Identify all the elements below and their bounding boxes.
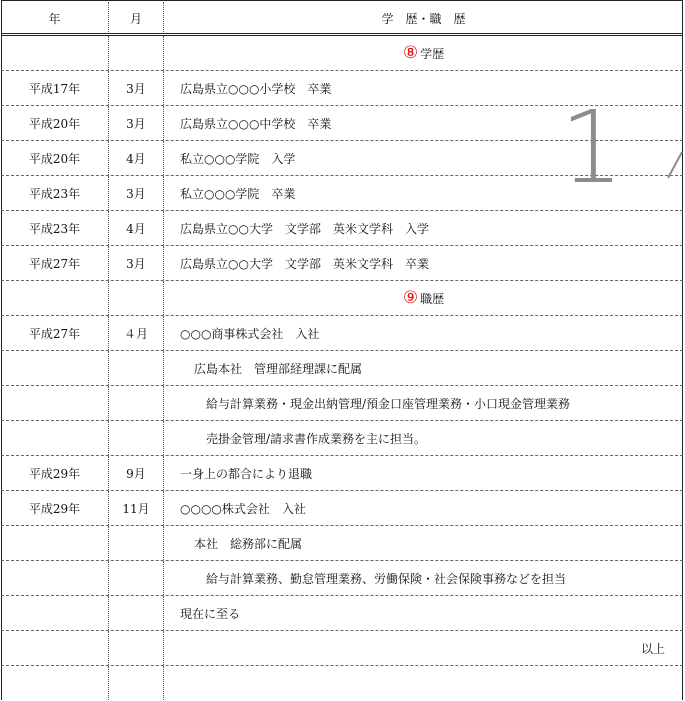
month-cell — [109, 561, 164, 595]
desc-cell: 広島県立○○大学 文学部 英米文学科 卒業 — [180, 256, 429, 271]
month-cell — [109, 281, 164, 315]
year-cell — [1, 526, 109, 560]
month-cell: 3月 — [109, 176, 164, 210]
section-label-career: 職歴 — [420, 291, 445, 306]
year-cell — [1, 666, 109, 700]
year-cell: 平成29年 — [1, 491, 109, 525]
month-cell — [109, 351, 164, 385]
year-cell — [1, 561, 109, 595]
desc-cell: 給与計算業務・現金出納管理/預金口座管理業務・小口現金管理業務 — [206, 396, 571, 411]
table-row — [1, 211, 683, 245]
closing-label: 以上 — [640, 641, 665, 656]
year-cell: 平成20年 — [1, 141, 109, 175]
month-cell: 9月 — [109, 456, 164, 490]
row-divider — [1, 245, 683, 246]
row-divider — [1, 665, 683, 666]
year-cell — [1, 631, 109, 665]
desc-cell: 売掛金管理/請求書作成業務を主に担当。 — [206, 431, 427, 446]
row-divider — [1, 70, 683, 71]
table-row — [1, 456, 683, 490]
month-cell — [109, 596, 164, 630]
table-row — [1, 491, 683, 525]
table-row — [1, 596, 683, 630]
table-row — [1, 666, 683, 700]
year-cell: 平成23年 — [1, 176, 109, 210]
year-cell — [1, 281, 109, 315]
year-cell: 平成20年 — [1, 106, 109, 140]
desc-cell: 給与計算業務、勤怠管理業務、労働保険・社会保険事務などを担当 — [206, 571, 567, 586]
month-cell: 4月 — [109, 211, 164, 245]
row-divider — [1, 630, 683, 631]
desc-cell: 本社 総務部に配属 — [194, 536, 303, 551]
desc-cell: 私立○○○学院 卒業 — [180, 186, 296, 201]
row-divider — [1, 525, 683, 526]
circled-number-8-icon: ⑧ — [402, 43, 419, 63]
desc-cell: 私立○○○学院 入学 — [180, 151, 296, 166]
month-cell: 3月 — [109, 71, 164, 105]
desc-cell: ○○○商事株式会社 入社 — [180, 326, 320, 341]
row-divider — [1, 455, 683, 456]
month-cell — [109, 666, 164, 700]
month-cell — [109, 386, 164, 420]
table-row — [1, 386, 683, 420]
year-cell — [1, 351, 109, 385]
header-year: 年 — [1, 2, 109, 34]
row-divider — [1, 595, 683, 596]
year-cell — [1, 596, 109, 630]
year-cell — [1, 386, 109, 420]
header-history: 学 歴・職 歴 — [381, 11, 466, 26]
desc-cell: 一身上の都合により退職 — [180, 466, 313, 481]
row-divider — [1, 315, 683, 316]
row-divider — [1, 420, 683, 421]
month-cell — [109, 526, 164, 560]
top-border — [1, 0, 683, 1]
section-row-career — [1, 281, 683, 315]
month-cell: 3月 — [109, 106, 164, 140]
desc-cell: 広島県立○○○小学校 卒業 — [180, 81, 332, 96]
desc-cell: 広島本社 管理部経理課に配属 — [194, 361, 363, 376]
header-month: 月 — [109, 2, 164, 34]
month-cell — [109, 421, 164, 455]
month-cell: ４月 — [109, 316, 164, 350]
year-cell: 平成23年 — [1, 211, 109, 245]
year-cell: 平成27年 — [1, 316, 109, 350]
table-row — [1, 421, 683, 455]
section-title-career — [164, 281, 683, 315]
table-row — [1, 351, 683, 385]
table-header — [1, 2, 683, 34]
desc-cell: 広島県立○○大学 文学部 英米文学科 入学 — [180, 221, 429, 236]
month-cell — [109, 36, 164, 70]
row-divider — [1, 560, 683, 561]
desc-cell: ○○○○株式会社 入社 — [180, 501, 306, 516]
year-cell — [1, 421, 109, 455]
month-cell: 11月 — [109, 491, 164, 525]
header-divider — [1, 33, 683, 36]
section-label-education: 学歴 — [420, 46, 445, 61]
month-cell: 3月 — [109, 246, 164, 280]
month-cell: 4月 — [109, 141, 164, 175]
desc-cell: 広島県立○○○中学校 卒業 — [180, 116, 332, 131]
row-divider — [1, 350, 683, 351]
desc-cell: 現在に至る — [180, 606, 241, 621]
table-row — [1, 526, 683, 560]
row-divider — [1, 490, 683, 491]
annotation-number: 1 — [560, 89, 624, 206]
table-row — [1, 316, 683, 350]
section-title-education — [164, 36, 683, 70]
year-cell: 平成29年 — [1, 456, 109, 490]
circled-number-9-icon: ⑨ — [402, 288, 419, 308]
row-divider — [1, 280, 683, 281]
table-row — [1, 561, 683, 595]
row-divider — [1, 210, 683, 211]
desc-cell — [164, 666, 683, 700]
month-cell — [109, 631, 164, 665]
section-row-education — [1, 36, 683, 70]
year-cell — [1, 36, 109, 70]
table-row — [1, 631, 683, 665]
annotation-stroke-icon — [662, 150, 684, 190]
year-cell: 平成27年 — [1, 246, 109, 280]
year-cell: 平成17年 — [1, 71, 109, 105]
table-row — [1, 246, 683, 280]
row-divider — [1, 385, 683, 386]
